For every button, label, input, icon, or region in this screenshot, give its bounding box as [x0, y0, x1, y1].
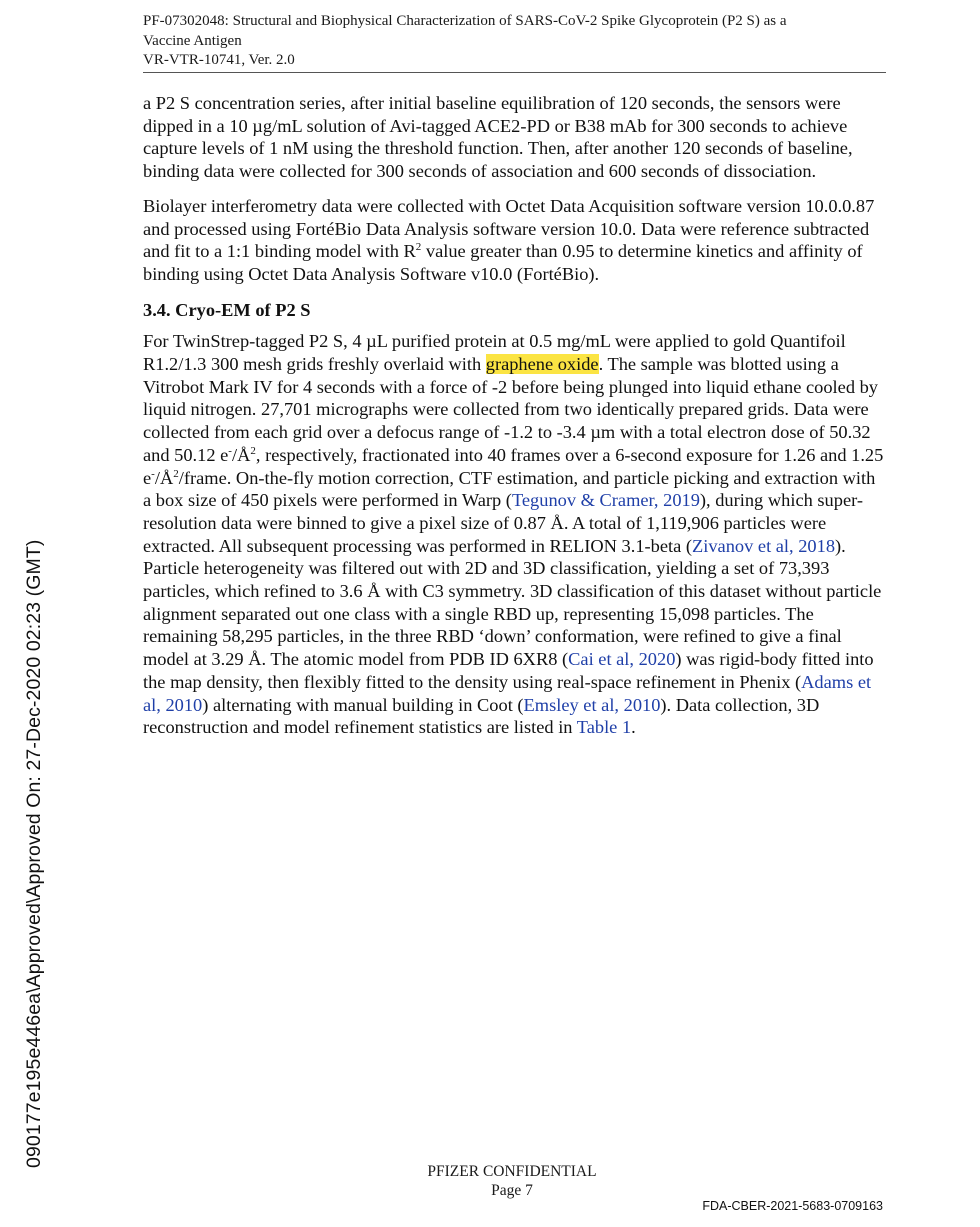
paragraph-bli-analysis: Biolayer interferometry data were collected with Octet Data Acquisition software version 10.0.0.87 and processed using FortéBio Data Analysis software version 10.0. Data were reference subtracted and fit to a 1:1 binding model with $R^2$ value greater than 0.95 to determine kinetics and affinity of binding using Octet Data Analysis Software v10.0 (FortéBio). — [143, 195, 875, 284]
table-1-link[interactable]: Table 1 — [576, 717, 632, 738]
paragraph-bli-protocol: a P2 S concentration series, after initial baseline equilibration of 120 seconds, the sensors were dipped in a 10 µg/mL solution of Avi-tagged ACE2-PD or B38 mAb for 300 seconds to achieve capture levels of 1 nM using the threshold function. Then, after another 120 seconds of baseline, binding data were collected for 300 seconds of association and 600 seconds of dissociation. — [143, 93, 853, 182]
document-header — [143, 12, 886, 73]
citation-link-adams[interactable]: Adams et al, 2010 — [143, 671, 872, 715]
header-title-line-1: PF-07302048: Structural and Biophysical Characterization of SARS-CoV-2 Spike Glycoprotein (P2 S) as a — [143, 13, 787, 29]
header-version: VR-VTR-10741, Ver. 2.0 — [143, 52, 295, 68]
paragraph-cryo-em: For TwinStrep-tagged P2 S, 4 µL purified protein at 0.5 mg/mL were applied to gold Quantifoil R1.2/1.3 300 mesh grids freshly overlaid with graphene oxide. The sample was blotted using a Vitrobot Mark IV for 4 seconds with a force of -2 before being plunged into liquid ethane cooled by liquid nitrogen. 27,701 micrographs were collected from two identically prepared grids. Data were collected from each grid over a defocus range of -1.2 to -3.4 µm with a total electron dose of 50.32 and 50.12 $e^-/Å^2$, respectively, fractionated into 40 frames over a 6-second exposure for 1.26 and 1.25 $e^-/Å^2$/frame. On-the-fly motion correction, CTF estimation, and particle picking and extraction with a box size of 450 pixels were performed in Warp (Tegunov & Cramer, 2019), during which super-resolution data were binned to give a pixel size of 0.87 Å. A total of 1,119,906 particles were extracted. All subsequent processing was performed in RELION 3.1-beta (Zivanov et al, 2018). Particle heterogeneity was filtered out with 2D and 3D classification, yielding a set of 73,393 particles, which refined to 3.6 Å with C3 symmetry. 3D classification of this dataset without particle alignment separated out one class with a single RBD up, representing 15,098 particles. The remaining 58,295 particles, in the three RBD ‘down’ conformation, were refined to give a final model at 3.29 Å. The atomic model from PDB ID 6XR8 (Cai et al, 2020) was rigid-body fitted into the map density, then flexibly fitted to the density using real-space refinement in Phenix (Adams et al, 2010) alternating with manual building in Coot (Emsley et al, 2010). Data collection, 3D reconstruction and model refinement statistics are listed in Table 1. — [143, 331, 884, 738]
confidential-label: PFIZER CONFIDENTIAL — [427, 1163, 597, 1180]
header-title-line-2: Vaccine Antigen — [143, 32, 242, 49]
citation-link-cai[interactable]: Cai et al, 2020 — [568, 649, 676, 670]
page-footer — [0, 1162, 980, 1200]
approval-stamp: 090177e195e446ea\Approved\Approved On: 27-Dec-2020 02:23 (GMT) — [23, 539, 45, 1168]
document-id: FDA-CBER-2021-5683-0709163 — [702, 1199, 883, 1213]
citation-link-emsley[interactable]: Emsley et al, 2010 — [523, 694, 661, 715]
citation-link-zivanov[interactable]: Zivanov et al, 2018 — [692, 535, 836, 556]
highlighted-text: graphene oxide — [485, 354, 599, 375]
citation-link-tegunov[interactable]: Tegunov & Cramer, 2019 — [511, 490, 700, 511]
page-number: Page 7 — [491, 1182, 533, 1199]
section-heading-cryo-em: 3.4. Cryo-EM of P2 S — [143, 299, 311, 320]
document-body — [143, 92, 888, 739]
